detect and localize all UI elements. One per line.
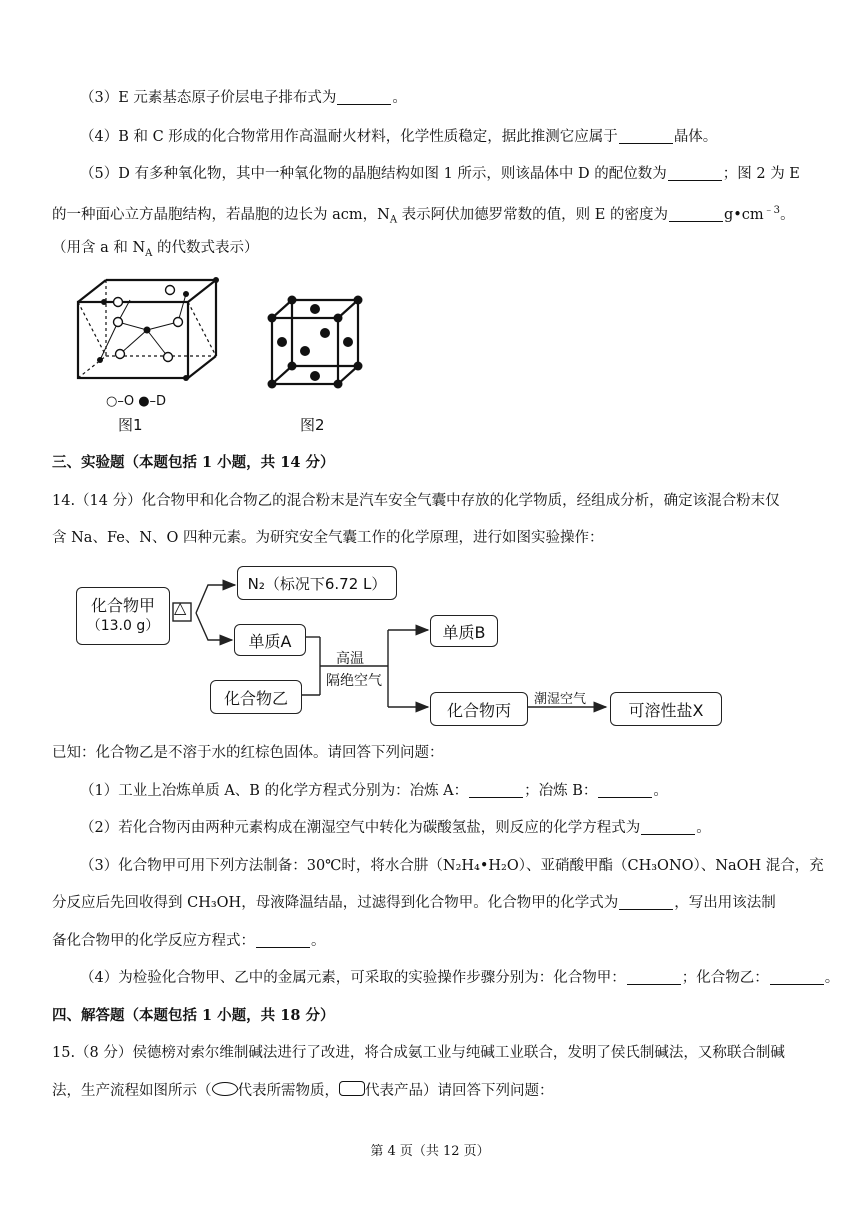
flow-box-compound-jia: 化合物甲 （13.0 g） bbox=[76, 587, 170, 645]
q13-part4: （4）B 和 C 形成的化合物常用作高温耐火材料，化学性质稳定，据此推测它应属于 晶体。 bbox=[80, 129, 718, 145]
figure1-legend: ○–O ●–D bbox=[106, 394, 167, 409]
answer-blank bbox=[627, 970, 681, 985]
answer-blank bbox=[669, 207, 723, 222]
figure1-caption: 图1 bbox=[118, 416, 143, 434]
figure1-crystal-cell bbox=[70, 272, 230, 392]
section4-title: 四、解答题（本题包括 1 小题，共 18 分） bbox=[52, 1007, 335, 1024]
q14-stem-line1: 14.（14 分）化合物甲和化合物乙的混合粉末是汽车安全气囊中存放的化学物质，经组成分析，确定该混合粉末仅 bbox=[52, 493, 780, 509]
flow-box-compound-bing: 化合物丙 bbox=[430, 692, 528, 726]
q14-part3-line3: 备化合物甲的化学反应方程式： 。 bbox=[52, 933, 326, 949]
answer-blank bbox=[337, 90, 391, 105]
flow-box-soluble-salt-x: 可溶性盐X bbox=[610, 692, 722, 726]
q14-part3-line2: 分反应后先回收得到 CH₃OH，母液降温结晶，过滤得到化合物甲。化合物甲的化学式为 ，写出用该法制 bbox=[52, 895, 776, 911]
rounded-rect-symbol-icon bbox=[339, 1081, 365, 1096]
page-footer: 第 4 页（共 12 页） bbox=[370, 1144, 490, 1159]
answer-blank bbox=[256, 933, 310, 948]
q14-part1: （1）工业上冶炼单质 A、B 的化学方程式分别为：冶炼 A： ；冶炼 B： 。 bbox=[80, 783, 668, 799]
flow-box-n2: N₂（标况下6.72 L） bbox=[237, 566, 397, 600]
flow-box-compound-yi: 化合物乙 bbox=[210, 680, 302, 714]
figure2-fcc-cell bbox=[262, 290, 372, 395]
answer-blank bbox=[668, 166, 722, 181]
q13-part5-line2: 的一种面心立方晶胞结构，若晶胞的边长为 acm，$N_A$ 表示阿伏加德罗常数的值，则 E 的密度为 $g•cm^{﹣3}$。 bbox=[52, 205, 795, 226]
q14-part3-line1: （3）化合物甲可用下列方法制备：30℃时，将水合肼（N₂H₄•H₂O）、亚硝酸甲酯（CH₃ONO）、NaOH 混合，充 bbox=[80, 858, 824, 874]
section3-title: 三、实验题（本题包括 1 小题，共 14 分） bbox=[52, 454, 335, 471]
q13-part5-line1: （5）D 有多种氧化物，其中一种氧化物的晶胞结构如图 1 所示，则该晶体中 D 的配位数为 ；图 2 为 E bbox=[80, 166, 800, 182]
q13-part3: （3）E 元素基态原子价层电子排布式为 。 bbox=[80, 90, 407, 106]
q14-stem-line2: 含 Na、Fe、N、O 四种元素。为研究安全气囊工作的化学原理，进行如图实验操作： bbox=[52, 530, 604, 546]
q13-part5-line3: （用含 a 和 $N_A$ 的代数式表示） bbox=[52, 240, 259, 259]
answer-blank bbox=[469, 783, 523, 798]
answer-blank bbox=[598, 783, 652, 798]
figure2-caption: 图2 bbox=[300, 416, 325, 434]
condition-humid-air: 潮湿空气 bbox=[534, 692, 587, 707]
q14-part2: （2）若化合物丙由两种元素构成在潮湿空气中转化为碳酸氢盐，则反应的化学方程式为 。 bbox=[80, 820, 711, 836]
heat-delta-symbol: △ bbox=[174, 598, 187, 617]
q15-stem-line1: 15.（8 分）侯德榜对索尔维制碱法进行了改进，将合成氨工业与纯碱工业联合，发明了侯氏制碱法，又称联合制碱 bbox=[52, 1045, 785, 1061]
answer-blank bbox=[619, 129, 673, 144]
q14-known: 已知：化合物乙是不溶于水的红棕色固体。请回答下列问题： bbox=[52, 745, 444, 761]
q15-stem-line2: 法，生产流程如图所示（ 代表所需物质， 代表产品）请回答下列问题： bbox=[52, 1083, 554, 1099]
flow-box-element-a: 单质A bbox=[234, 624, 306, 656]
q14-part4: （4）为检验化合物甲、乙中的金属元素，可采取的实验操作步骤分别为：化合物甲： ；化合物乙： 。 bbox=[80, 970, 840, 986]
condition-high-temp: 高温 bbox=[336, 651, 364, 667]
flow-box-element-b: 单质B bbox=[430, 615, 498, 647]
condition-no-air: 隔绝空气 bbox=[326, 673, 382, 689]
oval-symbol-icon bbox=[212, 1082, 238, 1096]
answer-blank bbox=[619, 895, 673, 910]
answer-blank bbox=[641, 820, 695, 835]
answer-blank bbox=[770, 970, 824, 985]
